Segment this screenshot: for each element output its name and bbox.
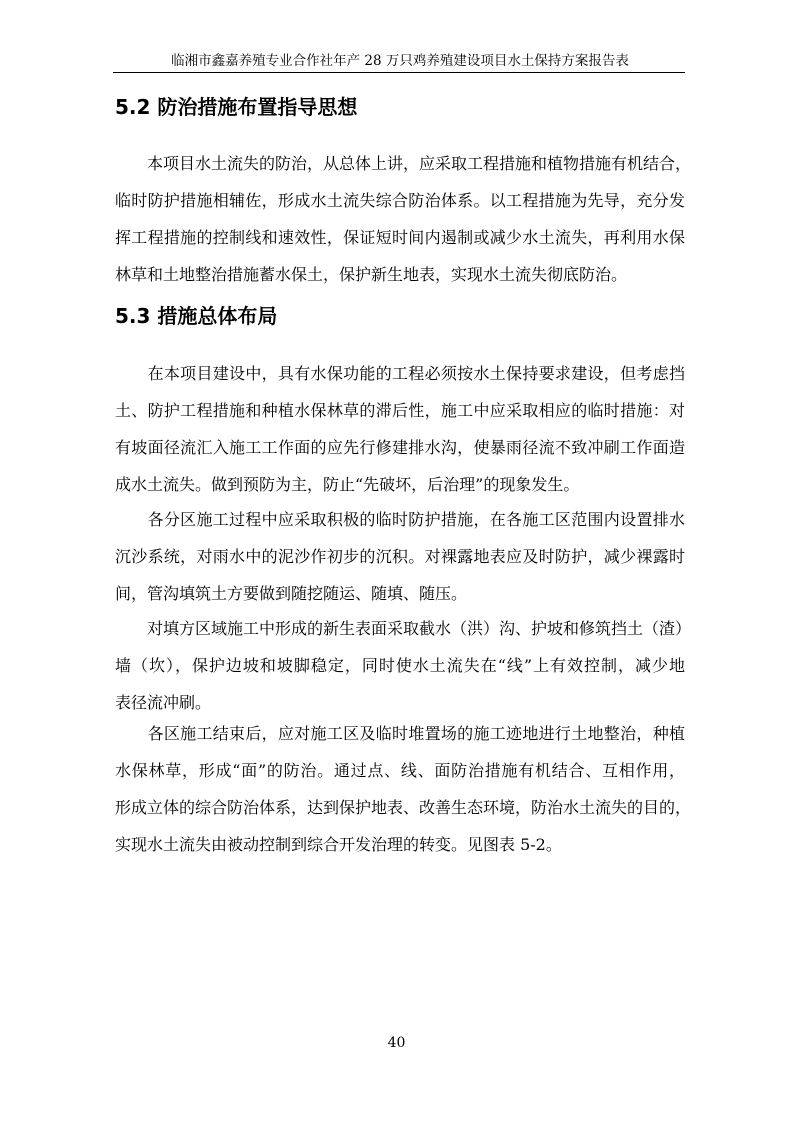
header-divider: [113, 72, 685, 73]
text-line: 间，管沟填筑土方要做到随挖随运、随填、随压。: [115, 584, 468, 603]
text-line: 实现水土流失由被动控制到综合开发治理的转变。见图表 5-2。: [115, 835, 562, 854]
paragraph-temporary-protection: [115, 501, 685, 612]
text-line: 本项目水土流失的防治，从总体上讲，应采取工程措施和植物措施有机结合，: [115, 154, 692, 173]
text-line: 临时防护措施相辅佐，形成水土流失综合防治体系。以工程措施为先导，充分发: [115, 191, 685, 210]
text-line: 墙（坎），保护边坡和坡脚稳定，同时使水土流失在“线”上有效控制，减少地: [115, 656, 685, 675]
text-line: 各区施工结束后，应对施工区及临时堆置场的施工迹地进行土地整治，种植: [115, 724, 685, 743]
section-heading-5-2: 5.2 防治措施布置指导思想: [115, 95, 358, 119]
text-line: 沉沙系统，对雨水中的泥沙作初步的沉积。对裸露地表应及时防护，减少裸露时: [115, 547, 685, 566]
text-line: 各分区施工过程中应采取积极的临时防护措施，在各施工区范围内设置排水: [115, 510, 685, 529]
paragraph-construction-measures: [115, 355, 685, 503]
text-line: 成水土流失。做到预防为主，防止“先破坏，后治理”的现象发生。: [115, 475, 580, 494]
text-line: 在本项目建设中，具有水保功能的工程必须按水土保持要求建设，但考虑挡: [115, 364, 685, 383]
paragraph-site-restoration: [115, 715, 692, 863]
text-line: 形成立体的综合防治体系，达到保护地表、改善生态环境，防治水土流失的目的，: [115, 798, 692, 817]
text-line: 林草和土地整治措施蓄水保土，保护新生地表，实现水土流失彻底防治。: [115, 265, 628, 284]
text-line: 表径流冲刷。: [115, 693, 212, 712]
section-heading-5-3: 5.3 措施总体布局: [115, 304, 278, 328]
paragraph-guiding-principle: [115, 145, 692, 293]
text-line: 对填方区域施工中形成的新生表面采取截水（洪）沟、护坡和修筑挡土（渣）: [115, 619, 692, 638]
text-line: 挥工程措施的控制线和速效性，保证短时间内遏制或减少水土流失，再利用水保: [115, 228, 685, 247]
running-header: 临湘市鑫嘉养殖专业合作社年产 28 万只鸡养殖建设项目水土保持方案报告表: [171, 53, 629, 69]
paragraph-fill-area: [115, 610, 692, 721]
page-number: 40: [387, 1035, 406, 1051]
text-line: 有坡面径流汇入施工工作面的应先行修建排水沟，使暴雨径流不致冲刷工作面造: [115, 438, 685, 457]
text-line: 水保林草，形成“面”的防治。通过点、线、面防治措施有机结合、互相作用，: [115, 761, 685, 780]
text-line: 土、防护工程措施和种植水保林草的滞后性，施工中应采取相应的临时措施：对: [115, 401, 685, 420]
